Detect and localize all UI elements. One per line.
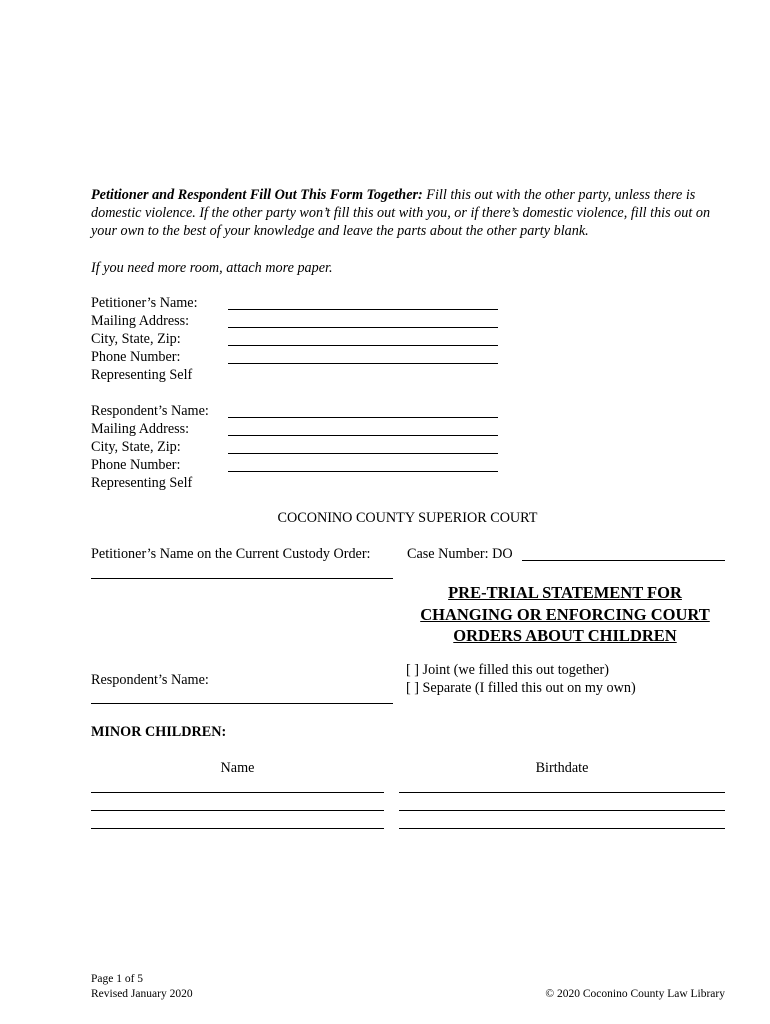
petitioner-address-label: Mailing Address: [91, 313, 190, 329]
petitioner-name-label: Petitioner’s Name: [91, 295, 198, 311]
room-note: If you need more room, attach more paper. [91, 260, 333, 276]
petitioner-city-label: City, State, Zip: [91, 331, 181, 347]
footer-revised-date: Revised January 2020 [91, 988, 193, 1000]
form-title-line1: PRE-TRIAL STATEMENT FOR [448, 583, 682, 602]
case-number-field[interactable] [522, 560, 725, 561]
respondent-name-caption-label: Respondent’s Name: [91, 672, 209, 688]
petitioner-city-field[interactable] [228, 345, 498, 346]
instructions [91, 186, 731, 240]
child-name-field[interactable] [91, 792, 384, 793]
child-birthdate-field[interactable] [399, 810, 725, 811]
case-number-label: Case Number: DO [407, 546, 513, 562]
petitioner-phone-field[interactable] [228, 363, 498, 364]
instructions-text: Fill this out with the other party, unless there is domestic violence. If the other party won’t fill this out with you, or if there’s domestic violence, fill this out on your own to the best of your knowledge and leave the parts about the other party blank. [91, 187, 711, 239]
form-title-line2: CHANGING OR ENFORCING COURT [420, 604, 710, 624]
custody-order-name-field[interactable] [91, 578, 393, 579]
form-title-line3: ORDERS ABOUT CHILDREN [453, 626, 677, 645]
petitioner-address-field[interactable] [228, 327, 498, 328]
child-name-field[interactable] [91, 810, 384, 811]
respondent-name-field[interactable] [228, 417, 498, 418]
respondent-name-caption-field[interactable] [91, 703, 393, 704]
respondent-address-label: Mailing Address: [91, 421, 190, 437]
respondent-name-label: Respondent’s Name: [91, 403, 209, 419]
minor-children-heading: MINOR CHILDREN: [91, 724, 227, 740]
children-name-header: Name [220, 760, 255, 776]
instructions-heading: Petitioner and Respondent Fill Out This Form Together: [91, 187, 423, 203]
respondent-phone-label: Phone Number: [91, 457, 181, 473]
respondent-city-field[interactable] [228, 453, 498, 454]
respondent-city-label: City, State, Zip: [91, 439, 181, 455]
child-name-field[interactable] [91, 828, 384, 829]
custody-order-label: Petitioner’s Name on the Current Custody Order: [91, 546, 371, 562]
form-title [405, 582, 725, 647]
footer-copyright: © 2020 Coconino County Law Library [545, 988, 725, 1000]
petitioner-phone-label: Phone Number: [91, 349, 181, 365]
footer-page-number: Page 1 of 5 [91, 973, 144, 985]
petitioner-name-field[interactable] [228, 309, 498, 310]
child-birthdate-field[interactable] [399, 792, 725, 793]
court-name: COCONINO COUNTY SUPERIOR COURT [277, 510, 538, 526]
separate-option[interactable]: [ ] Separate (I filled this out on my own) [406, 680, 636, 696]
respondent-representing-label: Representing Self [91, 475, 193, 491]
joint-option[interactable]: [ ] Joint (we filled this out together) [406, 662, 609, 678]
petitioner-representing-label: Representing Self [91, 367, 193, 383]
children-birthdate-header: Birthdate [535, 760, 589, 776]
respondent-address-field[interactable] [228, 435, 498, 436]
child-birthdate-field[interactable] [399, 828, 725, 829]
respondent-phone-field[interactable] [228, 471, 498, 472]
